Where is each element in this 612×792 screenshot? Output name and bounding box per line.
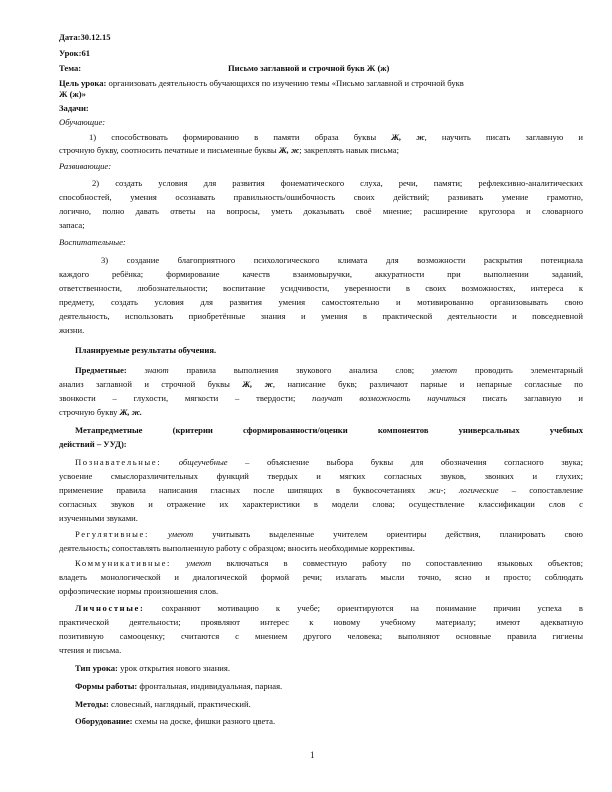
dev-line-4: запаса; bbox=[59, 220, 85, 230]
goal-text: организовать деятельность обучающихся по изучению темы «Письмо заглавной и строчной букв bbox=[108, 78, 464, 88]
cog-label: Познавательные: bbox=[75, 457, 162, 467]
com-line-3: орфоэпические нормы произношения слов. bbox=[59, 586, 219, 596]
per-label: Личностные: bbox=[75, 603, 145, 613]
edu-line-1: 1) способствовать формированию в памяти образа буквы Ж, ж, научить писать заглавную и bbox=[89, 132, 583, 142]
methods: Методы: словесный, наглядный, практический. bbox=[75, 699, 251, 709]
reg-label: Регулятивные: bbox=[75, 529, 149, 539]
reg-line-1: Регулятивные: умеют учитывать выделенные учителем ориентиры действия, планировать свою bbox=[75, 529, 583, 539]
subj-line-4: строчную букву Ж, ж. bbox=[59, 407, 143, 417]
tasks-label: Задачи: bbox=[59, 103, 89, 113]
cog-line-3: применение правила написания гласных после шипящих в буквосочетаниях жи-; логические – сопоставление bbox=[59, 485, 583, 495]
cog-line-4: согласных звуков и отражение их характеристики в модели слова; осуществление классификации слов с bbox=[59, 499, 583, 509]
vos-line-1: 3) создание благоприятного психологического климата для возможности раскрытия потенциала bbox=[101, 255, 583, 265]
per-line-1: Личностные: сохраняют мотивацию к учебе; ориентируются на понимание причин успеха в bbox=[75, 603, 583, 613]
date-line: Дата:30.12.15 bbox=[59, 32, 111, 42]
vos-line-5: деятельность, использовать приобретённые знания и умения в практической деятельности и повседневной bbox=[59, 311, 583, 321]
topic-title: Письмо заглавной и строчной букв Ж (ж) bbox=[228, 63, 390, 73]
cog-line-1: Познавательные: общеучебные – объяснение выбора буквы для обозначения согласного звука; bbox=[75, 457, 583, 467]
dev-line-1: 2) создать условия для развития фонематического слуха, речи, памяти; рефлексивно-аналитических bbox=[92, 178, 583, 188]
reg-line-2: деятельность; сопоставлять выполненную работу с образцом; вносить необходимые коррективы. bbox=[59, 543, 415, 553]
dev-line-2: способностей, умения осознавать правильность/ошибочность своих действий; развивать умение грамотно, bbox=[59, 192, 583, 202]
subj-label: Предметные: bbox=[75, 365, 127, 375]
com-line-2: владеть монологической и диалогической формой речи; излагать мысли точно, ясно и просто; соблюдать bbox=[59, 572, 583, 582]
dev-line-3: логично, полно давать ответы на вопросы, уметь доказывать своё мнение; расширение кругозора и словарного bbox=[59, 206, 583, 216]
vos-line-3: ответственности, любознательности; воспитание усидчивости, уверенности в своих возможностях, интереса к bbox=[59, 283, 583, 293]
subj-line-1: Предметные: знают правила выполнения звукового анализа слов; умеют проводить элементарный bbox=[75, 365, 583, 375]
topic-label: Тема: bbox=[59, 63, 82, 73]
dev-label: Развивающие: bbox=[59, 161, 112, 171]
per-line-2: практической деятельности; проявляют интерес к новому учебному материалу; имеют адекватную bbox=[59, 617, 583, 627]
vos-line-4: предмету, создать условия для развития умения самостоятельно и мотивированно организовывать свою bbox=[59, 297, 583, 307]
vos-line-2: каждого ребёнка; формирование качеств взаимовыручки, аккуратности при выполнении заданий, bbox=[59, 269, 583, 279]
subj-line-3: звонкости – глухости, мягкости – твердости; получат возможность научиться писать заглавную и bbox=[59, 393, 584, 403]
equipment: Оборудование: схемы на доске, фишки разного цвета. bbox=[75, 716, 276, 726]
com-label: Коммуникативные: bbox=[75, 558, 172, 568]
edu-label: Обучающие: bbox=[59, 117, 106, 127]
com-line-1: Коммуникативные: умеют включаться в совместную работу по сопоставлению языковых объектов; bbox=[75, 558, 583, 568]
vos-line-6: жизни. bbox=[59, 325, 85, 335]
results-title: Планируемые результаты обучения. bbox=[75, 345, 217, 355]
cog-line-5: изученными звуками. bbox=[59, 513, 138, 523]
lesson-type: Тип урока: урок открытия нового знания. bbox=[75, 663, 230, 673]
meta-line-1: Метапредметные (критерии сформированности/оценки компонентов универсальных учебных bbox=[75, 425, 583, 435]
goal-text-cont: Ж (ж)» bbox=[59, 89, 86, 99]
goal-label: Цель урока: bbox=[59, 78, 107, 88]
per-line-3: позитивную самооценку; считаются с мнением другого человека; выполняют основные правила гигиены bbox=[59, 631, 583, 641]
work-forms: Формы работы: фронтальная, индивидуальная, парная. bbox=[75, 681, 283, 691]
vos-label: Воспитательные: bbox=[59, 237, 126, 247]
goal-line bbox=[59, 78, 464, 88]
edu-line-2: строчную букву, соотносить печатные и письменные буквы Ж, ж; закреплять навык письма; bbox=[59, 145, 399, 155]
meta-line-2: действий – УУД): bbox=[59, 439, 127, 449]
per-line-4: чтения и письма. bbox=[59, 645, 122, 655]
subj-line-2: анализ заглавной и строчной буквы Ж, ж, написание букв; различают парные и непарные согласные по bbox=[59, 379, 583, 389]
cog-line-2: усвоение смыслоразличительных функций твердых и мягких согласных звуков, звонких и глухих; bbox=[59, 471, 583, 481]
lesson-line: Урок:61 bbox=[59, 48, 91, 58]
page-number: 1 bbox=[310, 750, 315, 760]
